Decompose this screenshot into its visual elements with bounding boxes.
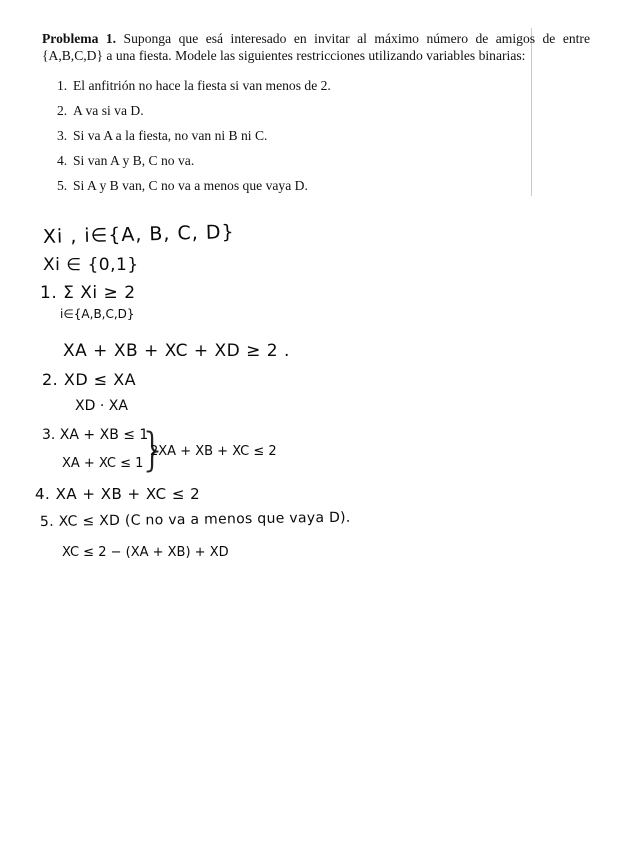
item-text: El anfitrión no hace la fiesta si van menos de 2.: [73, 78, 331, 93]
list-item: [57, 128, 267, 144]
handwritten-answer-2: 2. XD ≤ XA: [42, 370, 137, 389]
handwritten-answer-3a: 3. XA + XB ≤ 1: [42, 427, 149, 443]
problem-intro: Suponga que esá interesado en invitar al máximo número de amigos de entre {A,B,C,D} a una fiesta. Modele las siguientes restricciones utilizando variables binarias:: [42, 31, 590, 63]
item-number: 5.: [57, 178, 68, 193]
item-number: 4.: [57, 153, 68, 168]
handwritten-answer-5-constraint: XC ≤ 2 − (XA + XB) + XD: [62, 545, 229, 560]
list-item: [57, 78, 331, 94]
handwritten-variable-definition: Xi , i∈{A, B, C, D}: [42, 220, 235, 248]
item-number: 3.: [57, 128, 68, 143]
handwritten-binary-domain: Xi ∈ {0,1}: [43, 255, 139, 275]
item-number: 2.: [57, 103, 68, 118]
item-text: A va si va D.: [73, 103, 144, 118]
handwritten-answer-1: 1. Σ Xi ≥ 2: [40, 283, 136, 303]
item-text: Si van A y B, C no va.: [73, 153, 195, 168]
problem-statement: [42, 30, 590, 64]
item-text: Si A y B van, C no va a menos que vaya D.: [73, 178, 308, 193]
handwritten-brace: }: [139, 423, 168, 476]
handwritten-answer-2-note: XD · XA: [75, 398, 128, 414]
handwritten-answer-3-combined: 2XA + XB + XC ≤ 2: [150, 444, 277, 459]
handwritten-sum-index: i∈{A,B,C,D}: [60, 307, 135, 321]
problem-paragraph: [42, 30, 590, 64]
handwritten-answer-1-expanded: XA + XB + XC + XD ≥ 2 .: [63, 341, 290, 361]
handwritten-answer-4: 4. XA + XB + XC ≤ 2: [35, 485, 201, 503]
handwritten-answer-5: 5. XC ≤ XD (C no va a menos que vaya D).: [39, 509, 351, 530]
list-item: [57, 103, 144, 119]
list-item: [57, 178, 308, 194]
handwritten-answer-3b: XA + XC ≤ 1: [62, 456, 144, 471]
list-item: [57, 153, 194, 169]
problem-title: Problema 1.: [42, 31, 117, 46]
item-number: 1.: [57, 78, 68, 93]
item-text: Si va A a la fiesta, no van ni B ni C.: [73, 128, 268, 143]
